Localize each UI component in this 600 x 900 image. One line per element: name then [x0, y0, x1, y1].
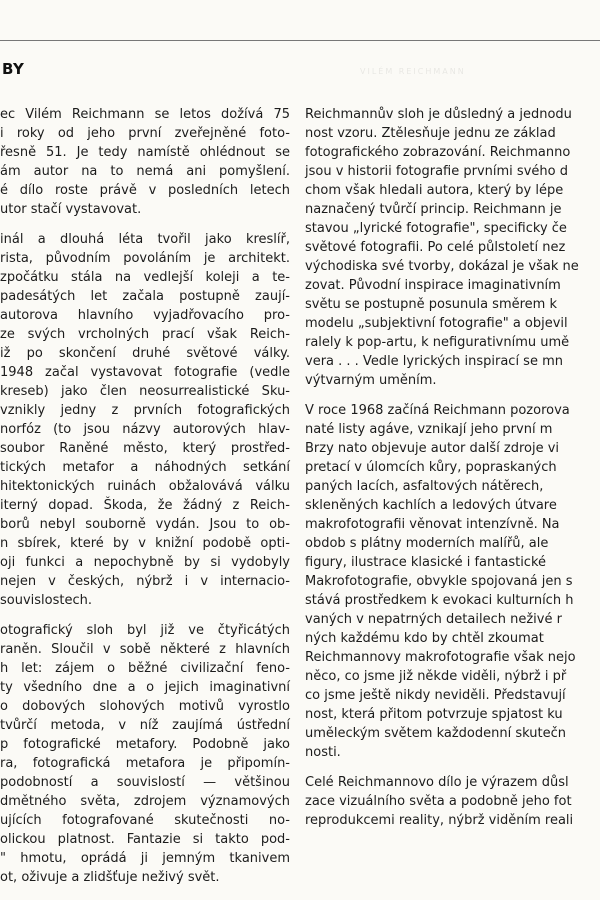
paragraph-gap: [305, 390, 600, 401]
right-text-line: V roce 1968 začíná Reichmann pozorova: [305, 403, 570, 418]
right-text-line: chom však hledali autora, který by lépe: [305, 183, 564, 198]
right-text-line: Reichmannův sloh je důsledný a jednodu: [305, 107, 572, 122]
right-text-line: fotografického zobrazování. Reichmanno: [305, 145, 571, 160]
left-text-line: iterný dopad. Škoda, že žádný z Reich-: [0, 498, 290, 513]
top-rule: [0, 40, 600, 41]
right-text-line: výtvarným uměním.: [305, 373, 437, 388]
left-text-line: o dobových slohových motivů vyrostlo: [0, 699, 290, 714]
right-text-line: skleněných kachlích a ledových útvare: [305, 498, 557, 513]
right-text-line: ných každému kdo by chtěl zkoumat: [305, 631, 544, 646]
right-text-line: naté listy agáve, vznikají jeho první m: [305, 422, 553, 437]
right-text-line: figury, ilustrace klasické i fantastické: [305, 555, 547, 570]
right-text-line: zovat. Původní inspirace imaginativním: [305, 278, 561, 293]
paragraph-gap: [0, 219, 290, 230]
left-text-line: olickou platnost. Fantazie si takto pod-: [0, 832, 290, 847]
left-text-line: souvislostech.: [0, 593, 92, 608]
left-text-line: inál a dlouhá léta tvořil jako kreslíř,: [0, 232, 290, 247]
right-text-column: [305, 105, 600, 865]
left-text-line: zpočátku stála na vedlejší koleji a te-: [0, 270, 290, 285]
right-text-line: makrofotografii věnovat intenzívně. Na: [305, 517, 560, 532]
right-text-line: světu se postupně posunula směrem k: [305, 297, 557, 312]
left-text-line: 1948 začal vystavovat fotografie (vedle: [0, 365, 290, 380]
left-text-line: rista, původním povoláním je architekt.: [0, 251, 290, 266]
right-text-line: vaných v nepatrných detailech neživé r: [305, 612, 562, 627]
section-title: BY: [2, 60, 25, 78]
left-text-line: tických metafor a náhodných setkání: [0, 460, 290, 475]
right-text-line: Makrofotografie, obvykle spojovaná jen s: [305, 574, 573, 589]
left-text-line: tvůrčí metoda, v níž zaujímá ústřední: [0, 718, 290, 733]
paragraph-gap: [0, 610, 290, 621]
right-text-line: obdob s plátny moderních malířů, ale: [305, 536, 549, 551]
left-text-line: ra, fotografická metafora je připomín-: [0, 756, 290, 771]
right-text-line: reprodukcemi reality, nýbrž viděním reali: [305, 813, 574, 828]
right-text-line: nost, která přitom potvrzuje spjatost ku: [305, 707, 563, 722]
left-text-line: dmětného světa, zdrojem významových: [0, 794, 290, 809]
left-text-line: borů nebyl souborně vydán. Jsou to ob-: [0, 517, 290, 532]
left-text-line: padesátých let začala postupně zaují-: [0, 289, 290, 304]
right-text-line: paných lacích, asfaltových nátěrech,: [305, 479, 544, 494]
left-text-line: oji funkci a nepochybně by si vydobyly: [0, 555, 290, 570]
right-text-line: uměleckým světem každodenní skutečn: [305, 726, 566, 741]
left-text-line: " hmotu, oprádá ji jemným tkanivem: [0, 851, 290, 866]
left-text-line: ec Vilém Reichmann se letos dožívá 75: [0, 107, 290, 122]
left-text-column: [0, 105, 290, 885]
paragraph-gap: [305, 762, 600, 773]
left-text-line: řesně 51. Je tedy namístě ohlédnout se: [0, 145, 290, 160]
right-text-line: stavou „lyrické fotografie", specificky če: [305, 221, 567, 236]
left-text-line: hitektonických ruinách obžalovává válku: [0, 479, 290, 494]
left-text-line: utor stačí vystavovat.: [0, 202, 142, 217]
right-text-line: nost vzoru. Ztělesňuje jednu ze základ: [305, 126, 556, 141]
left-text-line: otografický sloh byl již ve čtyřicátých: [0, 623, 290, 638]
left-text-line: raněn. Sloučil v sobě některé z hlavních: [0, 642, 290, 657]
right-text-line: co jsme ještě nikdy neviděli. Představují: [305, 688, 566, 703]
faint-bleedthrough-text: VILÉM REICHMANN: [360, 67, 466, 76]
left-text-line: vznikly jedny z prvních fotografických: [0, 403, 290, 418]
left-text-line: norfóz (to jsou názvy autorových hlav-: [0, 422, 290, 437]
left-text-line: ujících fotografované skutečnosti no-: [0, 813, 290, 828]
left-text-line: podobností a souvislostí — většinou: [0, 775, 290, 790]
left-text-line: ot, oživuje a zlidšťuje neživý svět.: [0, 870, 220, 885]
right-text-line: modelu „subjektivní fotografie" a objevil: [305, 316, 568, 331]
left-text-line: nejen v českých, nýbrž i v internacio-: [0, 574, 290, 589]
right-text-line: Celé Reichmannovo dílo je výrazem důsl: [305, 775, 569, 790]
right-text-line: Brzy nato objevuje autor další zdroje vi: [305, 441, 560, 456]
right-text-line: nosti.: [305, 745, 341, 760]
left-text-line: iž po skončení druhé světové války.: [0, 346, 290, 361]
left-text-line: h let: zájem o běžné civilizační feno-: [0, 661, 290, 676]
left-text-line: p fotografické metafory. Podobně jako: [0, 737, 290, 752]
left-text-line: i roky od jeho první zveřejněné foto-: [0, 126, 290, 141]
left-text-line: kreseb) jako člen neosurrealistické Sku-: [0, 384, 290, 399]
right-text-line: pretací v úlomcích kůry, popraskaných: [305, 460, 557, 475]
left-text-line: ty všedního dne a o jejich imaginativní: [0, 680, 290, 695]
left-text-line: ám autor na to nemá ani pomyšlení.: [0, 164, 290, 179]
right-text-line: Reichmannovy makrofotografie však nejo: [305, 650, 576, 665]
left-text-line: ze svých vrcholných prací však Reich-: [0, 327, 290, 342]
right-text-line: jsou v historii fotografie prvními svého d: [305, 164, 568, 179]
right-text-line: něco, co jsme již někde viděli, nýbrž i př: [305, 669, 567, 684]
right-text-line: světové fotografii. Po celé půlstoletí nez: [305, 240, 566, 255]
right-text-line: vera . . . Vedle lyrických inspirací se mn: [305, 354, 563, 369]
left-text-line: é dílo roste právě v posledních letech: [0, 183, 290, 198]
right-text-line: stává prostředkem k evokaci kulturních h: [305, 593, 574, 608]
right-text-line: východiska své tvorby, dokázal je však ne: [305, 259, 579, 274]
left-text-line: n sbírek, které by v knižní podobě opti-: [0, 536, 290, 551]
right-text-line: ralely k pop-artu, k nefigurativnímu umě: [305, 335, 570, 350]
right-text-line: naznačený tvůrčí princip. Reichmann je: [305, 202, 562, 217]
left-text-line: autorova hlavního vyjadřovacího pro-: [0, 308, 290, 323]
left-text-line: soubor Raněné město, který prostřed-: [0, 441, 290, 456]
right-text-line: zace vizuálního světa a podobně jeho fot: [305, 794, 572, 809]
